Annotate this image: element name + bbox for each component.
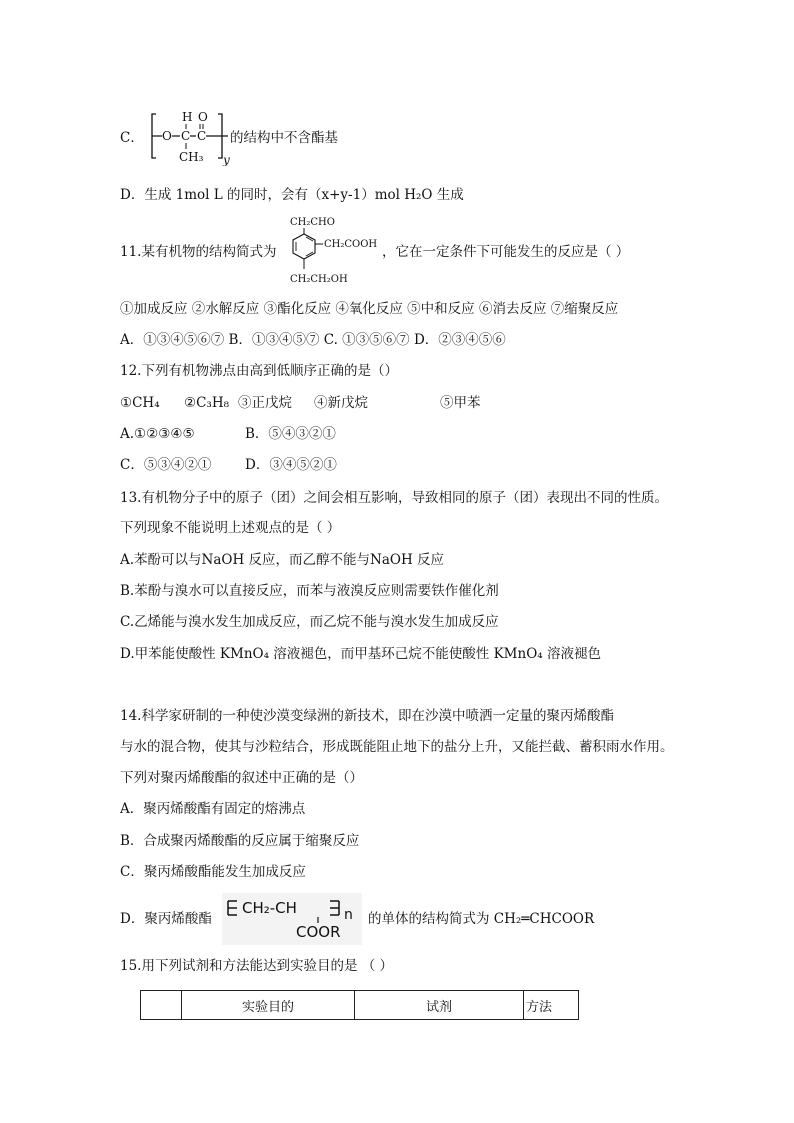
q15-header-purpose: 实验目的	[182, 991, 355, 1020]
q15-header-method: 方法	[524, 991, 579, 1020]
q10-polymer-structure	[148, 108, 230, 170]
q14-stem-line1: 14.科学家研制的一种使沙漠变绿洲的新技术，即在沙漠中喷洒一定量的聚丙烯酸酯	[120, 708, 614, 724]
q14-option-a: A．聚丙烯酸酯有固定的熔沸点	[120, 801, 306, 817]
q14-option-b: B．合成聚丙烯酸酯的反应属于缩聚反应	[120, 833, 360, 849]
q12-option-c: C．⑤③④②①	[120, 457, 212, 473]
q13-stem-line2: 下列现象不能说明上述观点的是（ ）	[120, 520, 341, 536]
q11-structure	[276, 214, 380, 292]
q15-stem: 15.用下列试剂和方法能达到实验目的是 （ ）	[120, 958, 394, 974]
q14-polymer-side-group: COOR	[296, 923, 341, 941]
table-row	[141, 991, 579, 1020]
q15-table	[140, 990, 579, 1020]
q12-item-3: ③正戊烷	[238, 395, 292, 411]
q10-option-d: D．生成 1mol L 的同时，会有（x+y-1）mol H₂O 生成	[120, 187, 464, 203]
q11-options: A．①③④⑤⑥⑦ B．①③④⑤⑦ C. ①③⑤⑥⑦ D．②③④⑤⑥	[120, 332, 506, 348]
q11-bottom-substituent: CH₂CH₂OH	[290, 274, 348, 285]
q14-polymer-structure	[222, 893, 362, 945]
q10-c1-atom: C	[181, 129, 191, 143]
q14-stem-line3: 下列对聚丙烯酸酯的叙述中正确的是（）	[120, 770, 363, 786]
q13-option-d: D.甲苯能使酸性 KMnO₄ 溶液褪色，而甲基环己烷不能使酸性 KMnO₄ 溶液褪色	[120, 646, 601, 662]
q14-option-c: C．聚丙烯酸酯能发生加成反应	[120, 864, 306, 880]
q14-option-d-before: D．聚丙烯酸酯	[120, 911, 212, 927]
q12-option-d: D．③④⑤②①	[245, 457, 337, 473]
q14-polymer-n: n	[344, 907, 353, 923]
q10-option-c-label: C．	[120, 130, 144, 146]
q11-stem-before: 11.某有机物的结构简式为	[120, 244, 277, 260]
q10-ch3-group: CH₃	[179, 150, 204, 164]
q12-item-2: ②C₃H₈	[184, 395, 230, 411]
q12-item-5: ⑤甲苯	[440, 395, 481, 411]
q10-c2-atom: C	[197, 129, 207, 143]
q14-polymer-chain: CH₂-CH	[242, 899, 297, 917]
q12-item-1: ①CH₄	[120, 395, 160, 411]
q11-right-substituent: CH₂COOH	[324, 239, 378, 250]
q11-top-substituent: CH₂CHO	[290, 217, 335, 228]
q13-option-b: B.苯酚与溴水可以直接反应，而苯与液溴反应则需要铁作催化剂	[120, 583, 499, 599]
q10-option-c-text: 的结构中不含酯基	[230, 130, 338, 146]
q12-stem: 12.下列有机物沸点由高到低顺序正确的是（）	[120, 363, 398, 379]
q12-item-4: ④新戊烷	[314, 395, 368, 411]
q14-option-d-after: 的单体的结构简式为 CH₂═CHCOOR	[368, 911, 595, 927]
q13-option-c: C.乙烯能与溴水发生加成反应，而乙烷不能与溴水发生加成反应	[120, 614, 499, 630]
q12-option-b: B．⑤④③②①	[245, 426, 336, 442]
q11-stem-after: ，它在一定条件下可能发生的反应是（ ）	[382, 244, 630, 260]
q15-header-reagent: 试剂	[355, 991, 524, 1020]
q15-header-index	[141, 991, 182, 1020]
q10-o-top-atom: O	[198, 110, 208, 124]
q13-option-a: A.苯酚可以与NaOH 反应，而乙醇不能与NaOH 反应	[120, 552, 445, 568]
q14-stem-line2: 与水的混合物，使其与沙粒结合，形成既能阻止地下的盐分上升，又能拦截、蓄积雨水作用。	[120, 739, 674, 755]
q11-reactions: ①加成反应 ②水解反应 ③酯化反应 ④氧化反应 ⑤中和反应 ⑥消去反应 ⑦缩聚反应	[120, 301, 619, 317]
q10-o-left-atom: O	[162, 129, 172, 143]
q10-repeat-subscript: y	[223, 153, 230, 166]
q13-stem-line1: 13.有机物分子中的原子（团）之间会相互影响，导致相同的原子（团）表现出不同的性质。	[120, 490, 668, 506]
q10-h-atom: H	[182, 110, 193, 124]
q12-option-a: A.①②③④⑤	[120, 426, 195, 442]
